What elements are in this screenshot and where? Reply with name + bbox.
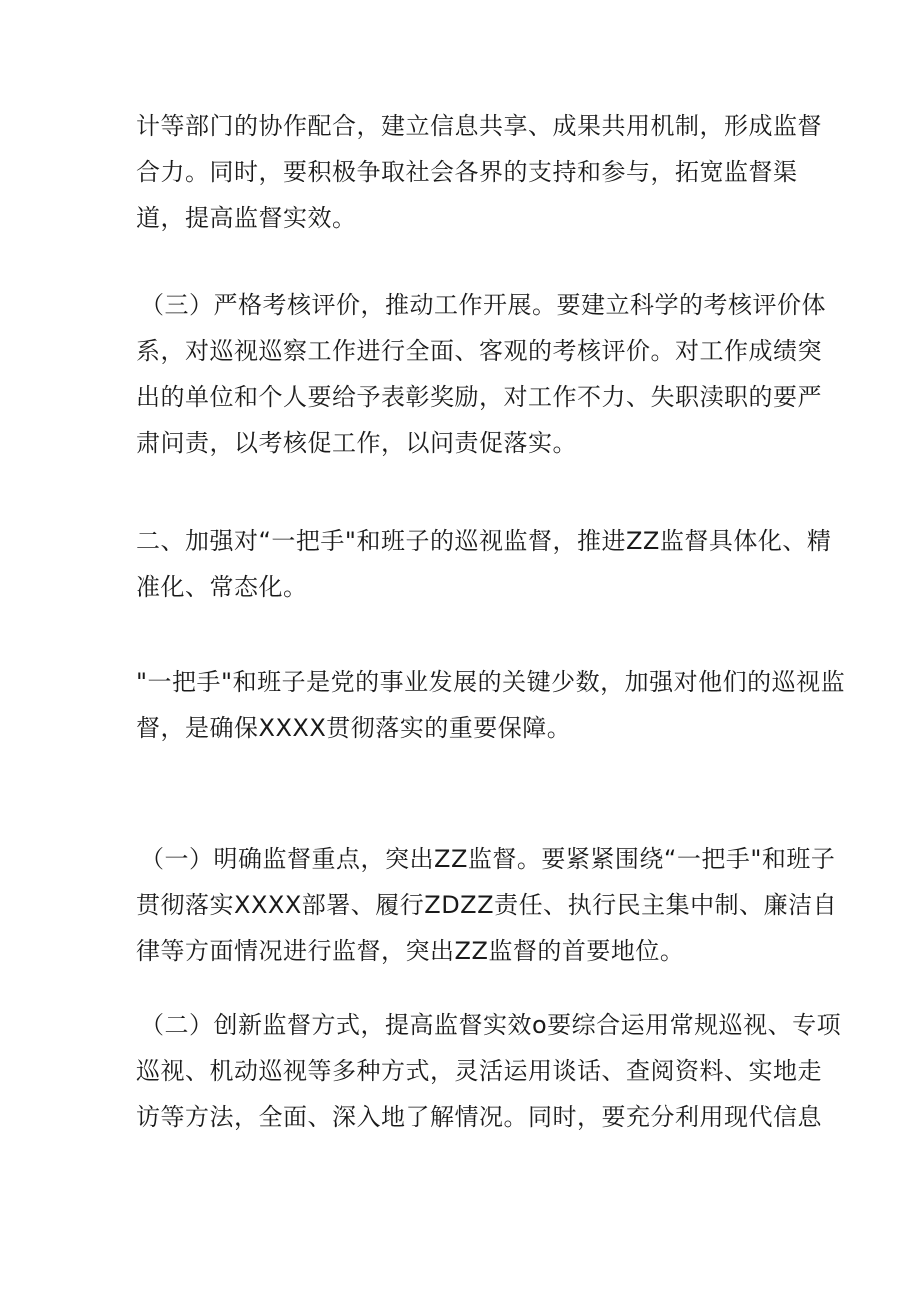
section-heading-two — [136, 518, 832, 610]
text-line: 访等方法，全面、深入地了解情况。同时，要充分利用现代信息 — [136, 1103, 822, 1131]
text-line: 肃问责，以考核促工作，以问责促落实。 — [136, 429, 577, 457]
text-line: 贯彻落实XXXX部署、履行ZDZZ责任、执行民主集中制、廉洁自 — [136, 891, 838, 919]
text-line: （一）明确监督重点，突出ZZ监督。要紧紧围绕“一把手"和班子 — [140, 845, 836, 873]
paragraph-focus — [136, 836, 838, 974]
text-line: （三）严格考核评价，推动工作开展。要建立科学的考核评价体 — [140, 291, 826, 319]
paragraph-innovation — [136, 1002, 842, 1140]
text-line: 督，是确保XXXX贯彻落实的重要保障。 — [136, 714, 572, 742]
text-line: 巡视、机动巡视等多种方式，灵活运用谈话、查阅资料、实地走 — [136, 1057, 822, 1085]
text-line: 计等部门的协作配合，建立信息共享、成果共用机制，形成监督 — [136, 112, 822, 140]
text-line: 准化、常态化。 — [136, 573, 308, 601]
text-line: 系，对巡视巡察工作进行全面、客观的考核评价。对工作成绩突 — [136, 337, 822, 365]
paragraph-key-minority — [136, 659, 846, 751]
text-line: 律等方面情况进行监督，突出ZZ监督的首要地位。 — [136, 937, 685, 965]
paragraph-collaboration — [136, 103, 822, 241]
text-line: （二）创新监督方式，提高监督实效o要综合运用常规巡视、专项 — [140, 1011, 842, 1039]
paragraph-assessment — [136, 282, 826, 466]
text-line: 合力。同时，要积极争取社会各界的支持和参与，拓宽监督渠 — [136, 158, 798, 186]
text-line: 出的单位和个人要给予表彰奖励，对工作不力、失职渎职的要严 — [136, 383, 822, 411]
text-line: 二、加强对“一把手"和班子的巡视监督，推进ZZ监督具体化、精 — [136, 527, 832, 555]
text-line: "一把手"和班子是党的事业发展的关键少数，加强对他们的巡视监 — [136, 668, 846, 696]
text-line: 道，提高监督实效。 — [136, 204, 357, 232]
